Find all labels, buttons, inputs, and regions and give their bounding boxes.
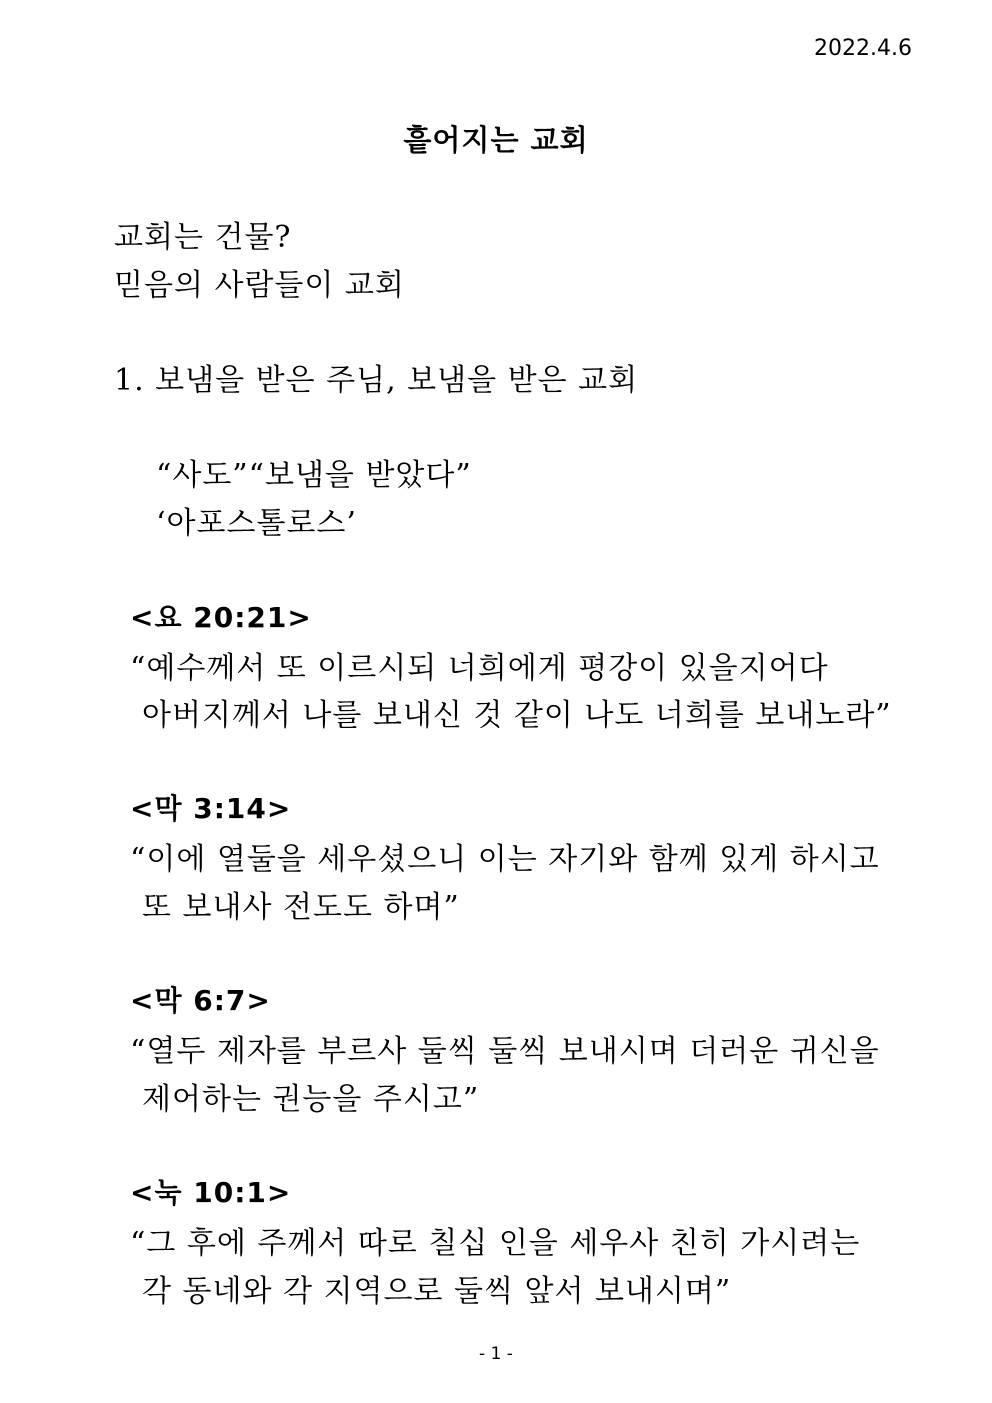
section-heading: 1. 보냄을 받은 주님, 보냄을 받은 교회 <box>114 363 639 398</box>
page-number: - 1 - <box>479 1344 513 1364</box>
verse-line: “이에 열둘을 세우셨으니 이는 자기와 함께 있게 하시고 <box>130 842 880 877</box>
verse-line: 아버지께서 나를 보내신 것 같이 나도 너희를 보내노라” <box>142 698 892 733</box>
intro-line-1: 교회는 건물? <box>114 220 292 255</box>
verse-line: 또 보내사 전도도 하며” <box>142 890 460 925</box>
verse-line: “열두 제자를 부르사 둘씩 둘씩 보내시며 더러운 귀신을 <box>130 1034 880 1069</box>
verse-reference: <막 6:7> <box>130 984 271 1017</box>
verse-reference: <눅 10:1> <box>130 1176 292 1209</box>
verse-reference: <막 3:14> <box>130 792 292 825</box>
verse-line: “그 후에 주께서 따로 칠십 인을 세우사 친히 가시려는 <box>130 1226 861 1261</box>
document-title: 흩어지는 교회 <box>403 123 589 157</box>
verse-line: 제어하는 권능을 주시고” <box>142 1082 480 1117</box>
document-date: 2022.4.6 <box>814 36 912 61</box>
verse-reference: <요 20:21> <box>130 601 312 634</box>
verse-line: 각 동네와 각 지역으로 둘씩 앞서 보내시며” <box>142 1274 732 1309</box>
intro-line-2: 믿음의 사람들이 교회 <box>114 268 405 303</box>
verse-line: “예수께서 또 이르시되 너희에게 평강이 있을지어다 <box>130 651 829 686</box>
term-apostolos: ‘아포스톨로스’ <box>156 506 357 541</box>
term-apostle: “사도”“보냄을 받았다” <box>156 458 472 493</box>
